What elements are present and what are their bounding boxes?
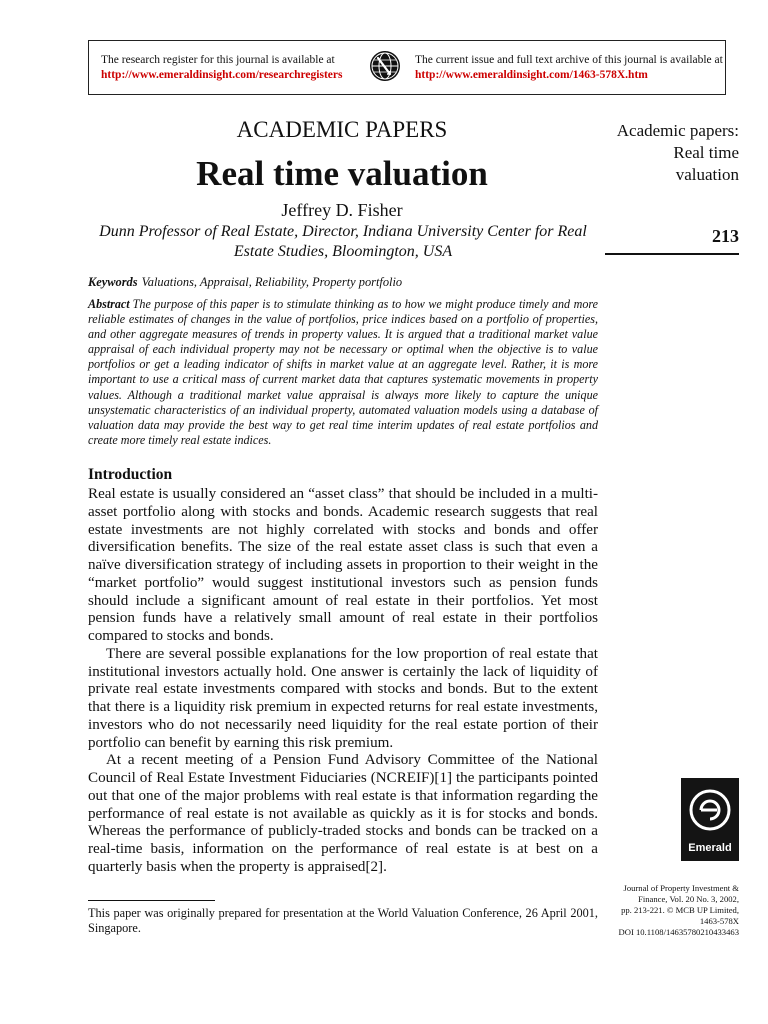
research-register-notice (101, 53, 361, 83)
journal-info-box (88, 40, 726, 95)
author-affiliation: Dunn Professor of Real Estate, Director, Indiana University Center for Real Estate Studies, Bloomington, USA (99, 223, 587, 260)
page-number: 213 (712, 226, 739, 246)
abstract-text: The purpose of this paper is to stimulate thinking as to how we might produce timely and more reliable estimates of changes in the value of portfolios, price indices based on a portfolio of properties, and other aggregate measures of trends in property values. It is argued that a traditional market value appraisal of each individual property may not be necessary or optimal when the objective is to value portfolios or get a leading indicator of shifts in market value at an aggregate level. Rather, it is more important to use a critical mass of current market data that captures systematic movements in property values. Although a traditional market value appraisal is always more likely to capture the unique unsystematic characteristics of an individual property, automated valuation models using a database of valuation data may provide the best way to get real time interim updates of real estate portfolios and create more timely real estate indices. (88, 297, 598, 447)
footnote-divider (88, 900, 215, 901)
running-title-line: Academic papers: (616, 121, 739, 140)
section-label: ACADEMIC PAPERS (236, 117, 448, 142)
keywords-text: Valuations, Appraisal, Reliability, Property portfolio (141, 275, 403, 289)
body-paragraph: Real estate is usually considered an “asset class” that should be included in a multi-asset portfolio along with stocks and bonds. Academic research suggests that real estate investments are not highly correlated with stocks and bonds and offer diversification benefits. The size of the real estate asset class is such that even a naïve diversification strategy of including assets in proportion to their weight in the “market portfolio” would suggest institutional investors such as pension funds should include a significant amount of real estate in their portfolios. Yet most pension funds have a relatively small amount of real estate in their portfolios compared to stocks and bonds. (88, 486, 598, 644)
keywords (88, 275, 598, 290)
citation-line: 1463-578X (699, 916, 739, 926)
research-register-link[interactable]: http://www.emeraldinsight.com/researchregisters (101, 69, 343, 81)
running-title (596, 120, 739, 186)
citation-line: Journal of Property Investment & (623, 883, 739, 893)
keywords-label: Keywords (88, 275, 138, 289)
emerald-logo-icon (681, 778, 739, 840)
archive-notice (415, 53, 725, 83)
paper-title: Real time valuation (196, 154, 488, 193)
abstract (88, 297, 598, 448)
running-title-line: valuation (675, 165, 739, 184)
running-title-line: Real time (673, 143, 739, 162)
research-register-text: The research register for this journal is available at (101, 54, 335, 66)
margin-divider (605, 253, 739, 255)
citation-line: pp. 213-221. © MCB UP Limited, (621, 905, 739, 915)
journal-citation (604, 883, 739, 938)
citation-doi: DOI 10.1108/14635780210433463 (618, 927, 739, 937)
emerald-logo (681, 778, 739, 861)
archive-text: The current issue and full text archive of this journal is available at (415, 54, 723, 66)
globe-icon (369, 50, 401, 82)
author-name: Jeffrey D. Fisher (281, 200, 403, 220)
archive-link[interactable]: http://www.emeraldinsight.com/1463-578X.htm (415, 69, 648, 81)
body-paragraph: There are several possible explanations for the low proportion of real estate that institutional investors actually hold. One answer is certainly the lack of liquidity of private real estate investments compared with stocks and bonds. But to the extent that there is a liquidity risk premium in expected returns for real estate investments, investors who do not necessarily need liquidity for the real estate portion of their portfolio can benefit by earning this risk premium. (88, 645, 598, 751)
citation-line: Finance, Vol. 20 No. 3, 2002, (638, 894, 739, 904)
footnote: This paper was originally prepared for presentation at the World Valuation Conference, 26 April 2001, Singapore. (88, 906, 598, 935)
abstract-label: Abstract (88, 297, 130, 311)
emerald-logo-text: Emerald (688, 842, 732, 854)
introduction-heading: Introduction (88, 466, 173, 483)
body-paragraph: At a recent meeting of a Pension Fund Advisory Committee of the National Council of Real Estate Investment Fiduciaries (NCREIF)[1] the participants pointed out that one of the major problems with real estate is that information regarding the performance of real estate is not available as quickly as it is for stocks and bonds. Whereas the performance of publicly-traded stocks and bonds can be tracked on a real-time basis, information on the performance of real estate is at best on a quarterly basis when the property is appraised[2]. (88, 752, 598, 875)
introduction-body (88, 486, 598, 877)
